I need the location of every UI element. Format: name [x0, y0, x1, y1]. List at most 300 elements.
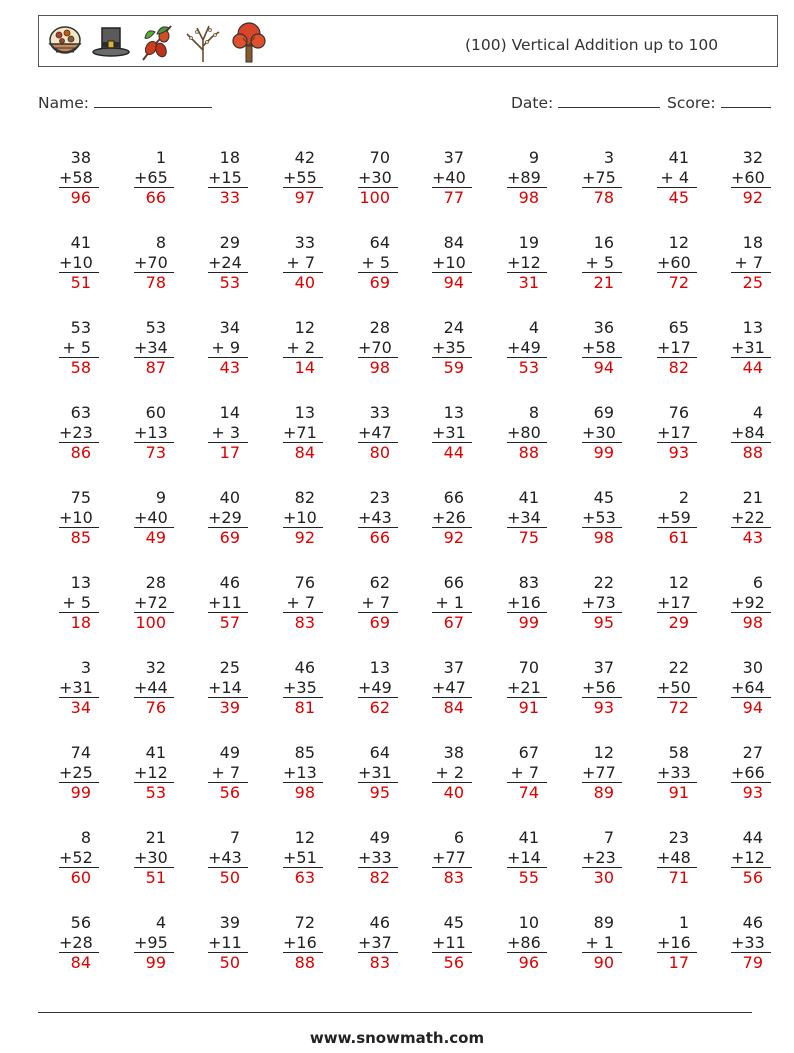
first-addend: 33	[364, 403, 390, 422]
answer: 53	[145, 783, 166, 802]
answer: 81	[294, 698, 315, 717]
problem-item	[39, 233, 99, 293]
second-addend: +55	[283, 168, 323, 189]
first-addend: 37	[438, 658, 464, 677]
second-addend: +17	[657, 593, 697, 614]
problem-item	[188, 488, 248, 548]
problem-item	[114, 148, 174, 208]
second-addend: +34	[507, 508, 547, 529]
answer: 53	[518, 358, 539, 377]
second-addend: +40	[134, 508, 174, 529]
second-addend: +22	[731, 508, 771, 529]
answer: 39	[219, 698, 240, 717]
problem-item	[188, 658, 248, 718]
first-addend: 12	[663, 573, 689, 592]
first-addend: 41	[65, 233, 91, 252]
problem-item	[711, 573, 771, 633]
answer: 90	[593, 953, 614, 972]
first-addend: 34	[214, 318, 240, 337]
second-addend: +33	[358, 848, 398, 869]
problem-item	[562, 403, 622, 463]
second-addend: +64	[731, 678, 771, 699]
problem-item	[188, 148, 248, 208]
answer: 31	[518, 273, 539, 292]
name-label: Name:	[38, 94, 89, 112]
answer: 84	[294, 443, 315, 462]
answer: 30	[593, 868, 614, 887]
answer: 99	[518, 613, 539, 632]
rosehip-branch-icon	[137, 20, 177, 64]
first-addend: 41	[140, 743, 166, 762]
second-addend: + 1	[432, 593, 472, 614]
first-addend: 58	[663, 743, 689, 762]
first-addend: 27	[737, 743, 763, 762]
answer: 58	[70, 358, 91, 377]
answer: 75	[518, 528, 539, 547]
answer: 76	[145, 698, 166, 717]
first-addend: 56	[65, 913, 91, 932]
first-addend: 37	[588, 658, 614, 677]
problem-item	[39, 913, 99, 973]
problem-item	[637, 658, 697, 718]
second-addend: +16	[507, 593, 547, 614]
answer: 69	[369, 613, 390, 632]
problem-item	[188, 573, 248, 633]
problem-item	[39, 573, 99, 633]
second-addend: +10	[59, 253, 99, 274]
first-addend: 70	[364, 148, 390, 167]
problem-item	[562, 828, 622, 888]
second-addend: +29	[208, 508, 248, 529]
second-addend: +58	[59, 168, 99, 189]
first-addend: 3	[598, 148, 614, 167]
first-addend: 13	[65, 573, 91, 592]
problem-item	[263, 828, 323, 888]
date-blank[interactable]	[558, 93, 660, 108]
second-addend: +21	[507, 678, 547, 699]
second-addend: + 9	[208, 338, 248, 359]
first-addend: 36	[588, 318, 614, 337]
problem-item	[562, 573, 622, 633]
second-addend: +15	[208, 168, 248, 189]
first-addend: 83	[513, 573, 539, 592]
second-addend: +66	[731, 763, 771, 784]
answer: 77	[443, 188, 464, 207]
problem-item	[263, 318, 323, 378]
problem-item	[412, 233, 472, 293]
first-addend: 65	[663, 318, 689, 337]
problem-item	[263, 403, 323, 463]
second-addend: +95	[134, 933, 174, 954]
footer-divider	[38, 1012, 752, 1013]
second-addend: +47	[432, 678, 472, 699]
answer: 61	[668, 528, 689, 547]
second-addend: +30	[582, 423, 622, 444]
first-addend: 70	[513, 658, 539, 677]
second-addend: +48	[657, 848, 697, 869]
second-addend: +11	[208, 593, 248, 614]
problem-item	[637, 233, 697, 293]
second-addend: +72	[134, 593, 174, 614]
answer: 95	[369, 783, 390, 802]
first-addend: 46	[289, 658, 315, 677]
problem-item	[487, 573, 547, 633]
problem-item	[412, 743, 472, 803]
answer: 98	[294, 783, 315, 802]
first-addend: 46	[364, 913, 390, 932]
problem-item	[711, 403, 771, 463]
second-addend: +80	[507, 423, 547, 444]
problem-item	[188, 233, 248, 293]
first-addend: 4	[523, 318, 539, 337]
answer: 69	[219, 528, 240, 547]
answer: 55	[518, 868, 539, 887]
problem-item	[263, 658, 323, 718]
first-addend: 8	[75, 828, 91, 847]
first-addend: 30	[737, 658, 763, 677]
second-addend: +14	[208, 678, 248, 699]
answer: 21	[593, 273, 614, 292]
problem-item	[114, 828, 174, 888]
problem-item	[188, 403, 248, 463]
second-addend: +53	[582, 508, 622, 529]
first-addend: 44	[737, 828, 763, 847]
problem-item	[39, 828, 99, 888]
problem-item	[263, 233, 323, 293]
problem-item	[412, 658, 472, 718]
first-addend: 49	[364, 828, 390, 847]
second-addend: +24	[208, 253, 248, 274]
second-addend: +13	[134, 423, 174, 444]
second-addend: +10	[432, 253, 472, 274]
first-addend: 12	[289, 318, 315, 337]
second-addend: + 7	[731, 253, 771, 274]
first-addend: 18	[737, 233, 763, 252]
second-addend: + 3	[208, 423, 248, 444]
second-addend: + 7	[283, 253, 323, 274]
bare-branch-icon	[183, 20, 223, 64]
name-field[interactable]	[38, 93, 212, 112]
second-addend: +28	[59, 933, 99, 954]
second-addend: +60	[657, 253, 697, 274]
answer: 49	[145, 528, 166, 547]
second-addend: +10	[283, 508, 323, 529]
answer: 86	[70, 443, 91, 462]
problem-item	[711, 743, 771, 803]
second-addend: +71	[283, 423, 323, 444]
second-addend: + 7	[507, 763, 547, 784]
second-addend: +77	[432, 848, 472, 869]
problem-item	[39, 658, 99, 718]
problem-item	[412, 403, 472, 463]
problem-item	[338, 913, 398, 973]
problem-item	[487, 488, 547, 548]
problem-item	[412, 573, 472, 633]
first-addend: 12	[289, 828, 315, 847]
answer: 85	[70, 528, 91, 547]
first-addend: 85	[289, 743, 315, 762]
second-addend: +86	[507, 933, 547, 954]
answer: 78	[145, 273, 166, 292]
first-addend: 2	[673, 488, 689, 507]
answer: 88	[294, 953, 315, 972]
basket-icon	[45, 20, 85, 64]
answer: 56	[742, 868, 763, 887]
answer: 62	[369, 698, 390, 717]
problem-item	[412, 488, 472, 548]
answer: 74	[518, 783, 539, 802]
answer: 84	[70, 953, 91, 972]
answer: 93	[742, 783, 763, 802]
second-addend: +33	[731, 933, 771, 954]
answer: 98	[742, 613, 763, 632]
problem-item	[637, 828, 697, 888]
date-field[interactable]	[511, 93, 660, 112]
problem-item	[412, 913, 472, 973]
second-addend: +58	[582, 338, 622, 359]
second-addend: +92	[731, 593, 771, 614]
problem-item	[263, 488, 323, 548]
first-addend: 4	[150, 913, 166, 932]
score-blank[interactable]	[721, 93, 771, 108]
problem-item	[188, 828, 248, 888]
problem-item	[338, 488, 398, 548]
first-addend: 7	[598, 828, 614, 847]
first-addend: 60	[140, 403, 166, 422]
problem-item	[562, 658, 622, 718]
first-addend: 66	[438, 488, 464, 507]
answer: 53	[219, 273, 240, 292]
second-addend: +33	[657, 763, 697, 784]
score-field[interactable]	[667, 93, 771, 112]
second-addend: +23	[59, 423, 99, 444]
first-addend: 84	[438, 233, 464, 252]
problem-item	[711, 658, 771, 718]
answer: 98	[369, 358, 390, 377]
answer: 18	[70, 613, 91, 632]
problem-item	[114, 913, 174, 973]
first-addend: 49	[214, 743, 240, 762]
answer: 50	[219, 868, 240, 887]
second-addend: +70	[134, 253, 174, 274]
first-addend: 13	[364, 658, 390, 677]
second-addend: +17	[657, 338, 697, 359]
answer: 82	[668, 358, 689, 377]
first-addend: 13	[737, 318, 763, 337]
first-addend: 6	[448, 828, 464, 847]
second-addend: +56	[582, 678, 622, 699]
first-addend: 9	[523, 148, 539, 167]
first-addend: 66	[438, 573, 464, 592]
second-addend: +59	[657, 508, 697, 529]
answer: 100	[135, 613, 166, 632]
second-addend: +11	[432, 933, 472, 954]
answer: 93	[593, 698, 614, 717]
second-addend: +25	[59, 763, 99, 784]
problem-item	[412, 318, 472, 378]
answer: 34	[70, 698, 91, 717]
answer: 89	[593, 783, 614, 802]
first-addend: 28	[140, 573, 166, 592]
answer: 25	[742, 273, 763, 292]
second-addend: +75	[582, 168, 622, 189]
problem-item	[487, 403, 547, 463]
second-addend: +12	[731, 848, 771, 869]
first-addend: 8	[523, 403, 539, 422]
answer: 60	[70, 868, 91, 887]
first-addend: 3	[75, 658, 91, 677]
first-addend: 41	[513, 828, 539, 847]
second-addend: +51	[283, 848, 323, 869]
second-addend: +52	[59, 848, 99, 869]
answer: 44	[742, 358, 763, 377]
problem-item	[637, 573, 697, 633]
problem-item	[562, 318, 622, 378]
first-addend: 23	[663, 828, 689, 847]
first-addend: 10	[513, 913, 539, 932]
problem-item	[188, 318, 248, 378]
answer: 44	[443, 443, 464, 462]
second-addend: + 5	[358, 253, 398, 274]
second-addend: +73	[582, 593, 622, 614]
problem-item	[39, 743, 99, 803]
problem-item	[487, 743, 547, 803]
answer: 43	[742, 528, 763, 547]
answer: 99	[145, 953, 166, 972]
problem-item	[263, 573, 323, 633]
first-addend: 42	[289, 148, 315, 167]
answer: 40	[294, 273, 315, 292]
first-addend: 6	[747, 573, 763, 592]
second-addend: +70	[358, 338, 398, 359]
page-title: (100) Vertical Addition up to 100	[465, 36, 719, 54]
problem-item	[114, 488, 174, 548]
second-addend: + 7	[358, 593, 398, 614]
problem-item	[487, 913, 547, 973]
answer: 94	[742, 698, 763, 717]
worksheet-header	[38, 15, 778, 67]
second-addend: +31	[358, 763, 398, 784]
second-addend: +11	[208, 933, 248, 954]
answer: 94	[593, 358, 614, 377]
second-addend: + 5	[582, 253, 622, 274]
answer: 51	[145, 868, 166, 887]
second-addend: +47	[358, 423, 398, 444]
answer: 67	[443, 613, 464, 632]
second-addend: +16	[657, 933, 697, 954]
second-addend: +50	[657, 678, 697, 699]
answer: 98	[593, 528, 614, 547]
first-addend: 89	[588, 913, 614, 932]
answer: 92	[294, 528, 315, 547]
answer: 99	[70, 783, 91, 802]
second-addend: + 2	[283, 338, 323, 359]
problem-item	[412, 828, 472, 888]
problem-item	[263, 148, 323, 208]
first-addend: 72	[289, 913, 315, 932]
answer: 84	[443, 698, 464, 717]
first-addend: 4	[747, 403, 763, 422]
problem-item	[263, 743, 323, 803]
answer: 94	[443, 273, 464, 292]
answer: 93	[668, 443, 689, 462]
problem-item	[338, 658, 398, 718]
second-addend: +26	[432, 508, 472, 529]
second-addend: +65	[134, 168, 174, 189]
problem-item	[562, 743, 622, 803]
problem-item	[39, 148, 99, 208]
answer: 80	[369, 443, 390, 462]
answer: 66	[145, 188, 166, 207]
first-addend: 41	[513, 488, 539, 507]
problem-item	[711, 148, 771, 208]
problem-item	[114, 743, 174, 803]
problem-item	[562, 488, 622, 548]
second-addend: +31	[432, 423, 472, 444]
problem-item	[487, 318, 547, 378]
problem-item	[338, 573, 398, 633]
answer: 92	[742, 188, 763, 207]
answer: 51	[70, 273, 91, 292]
first-addend: 64	[364, 743, 390, 762]
first-addend: 25	[214, 658, 240, 677]
second-addend: +16	[283, 933, 323, 954]
first-addend: 37	[438, 148, 464, 167]
answer: 79	[742, 953, 763, 972]
first-addend: 22	[588, 573, 614, 592]
answer: 100	[359, 188, 390, 207]
second-addend: +43	[358, 508, 398, 529]
answer: 92	[443, 528, 464, 547]
answer: 69	[369, 273, 390, 292]
first-addend: 45	[588, 488, 614, 507]
first-addend: 38	[438, 743, 464, 762]
first-addend: 8	[150, 233, 166, 252]
second-addend: +31	[59, 678, 99, 699]
problem-item	[338, 403, 398, 463]
answer: 72	[668, 698, 689, 717]
answer: 33	[219, 188, 240, 207]
problem-item	[114, 658, 174, 718]
answer: 88	[518, 443, 539, 462]
first-addend: 76	[663, 403, 689, 422]
second-addend: +37	[358, 933, 398, 954]
first-addend: 29	[214, 233, 240, 252]
problem-item	[412, 148, 472, 208]
second-addend: + 7	[283, 593, 323, 614]
second-addend: +77	[582, 763, 622, 784]
second-addend: +60	[731, 168, 771, 189]
problem-item	[39, 488, 99, 548]
answer: 91	[668, 783, 689, 802]
second-addend: + 5	[59, 593, 99, 614]
answer: 57	[219, 613, 240, 632]
first-addend: 21	[737, 488, 763, 507]
second-addend: +14	[507, 848, 547, 869]
first-addend: 53	[65, 318, 91, 337]
date-label: Date:	[511, 94, 554, 112]
problem-item	[338, 148, 398, 208]
name-blank[interactable]	[94, 93, 212, 108]
first-addend: 45	[438, 913, 464, 932]
answer: 83	[369, 953, 390, 972]
problem-item	[338, 828, 398, 888]
problem-item	[188, 743, 248, 803]
second-addend: +35	[432, 338, 472, 359]
answer: 83	[294, 613, 315, 632]
problem-item	[338, 318, 398, 378]
first-addend: 9	[150, 488, 166, 507]
